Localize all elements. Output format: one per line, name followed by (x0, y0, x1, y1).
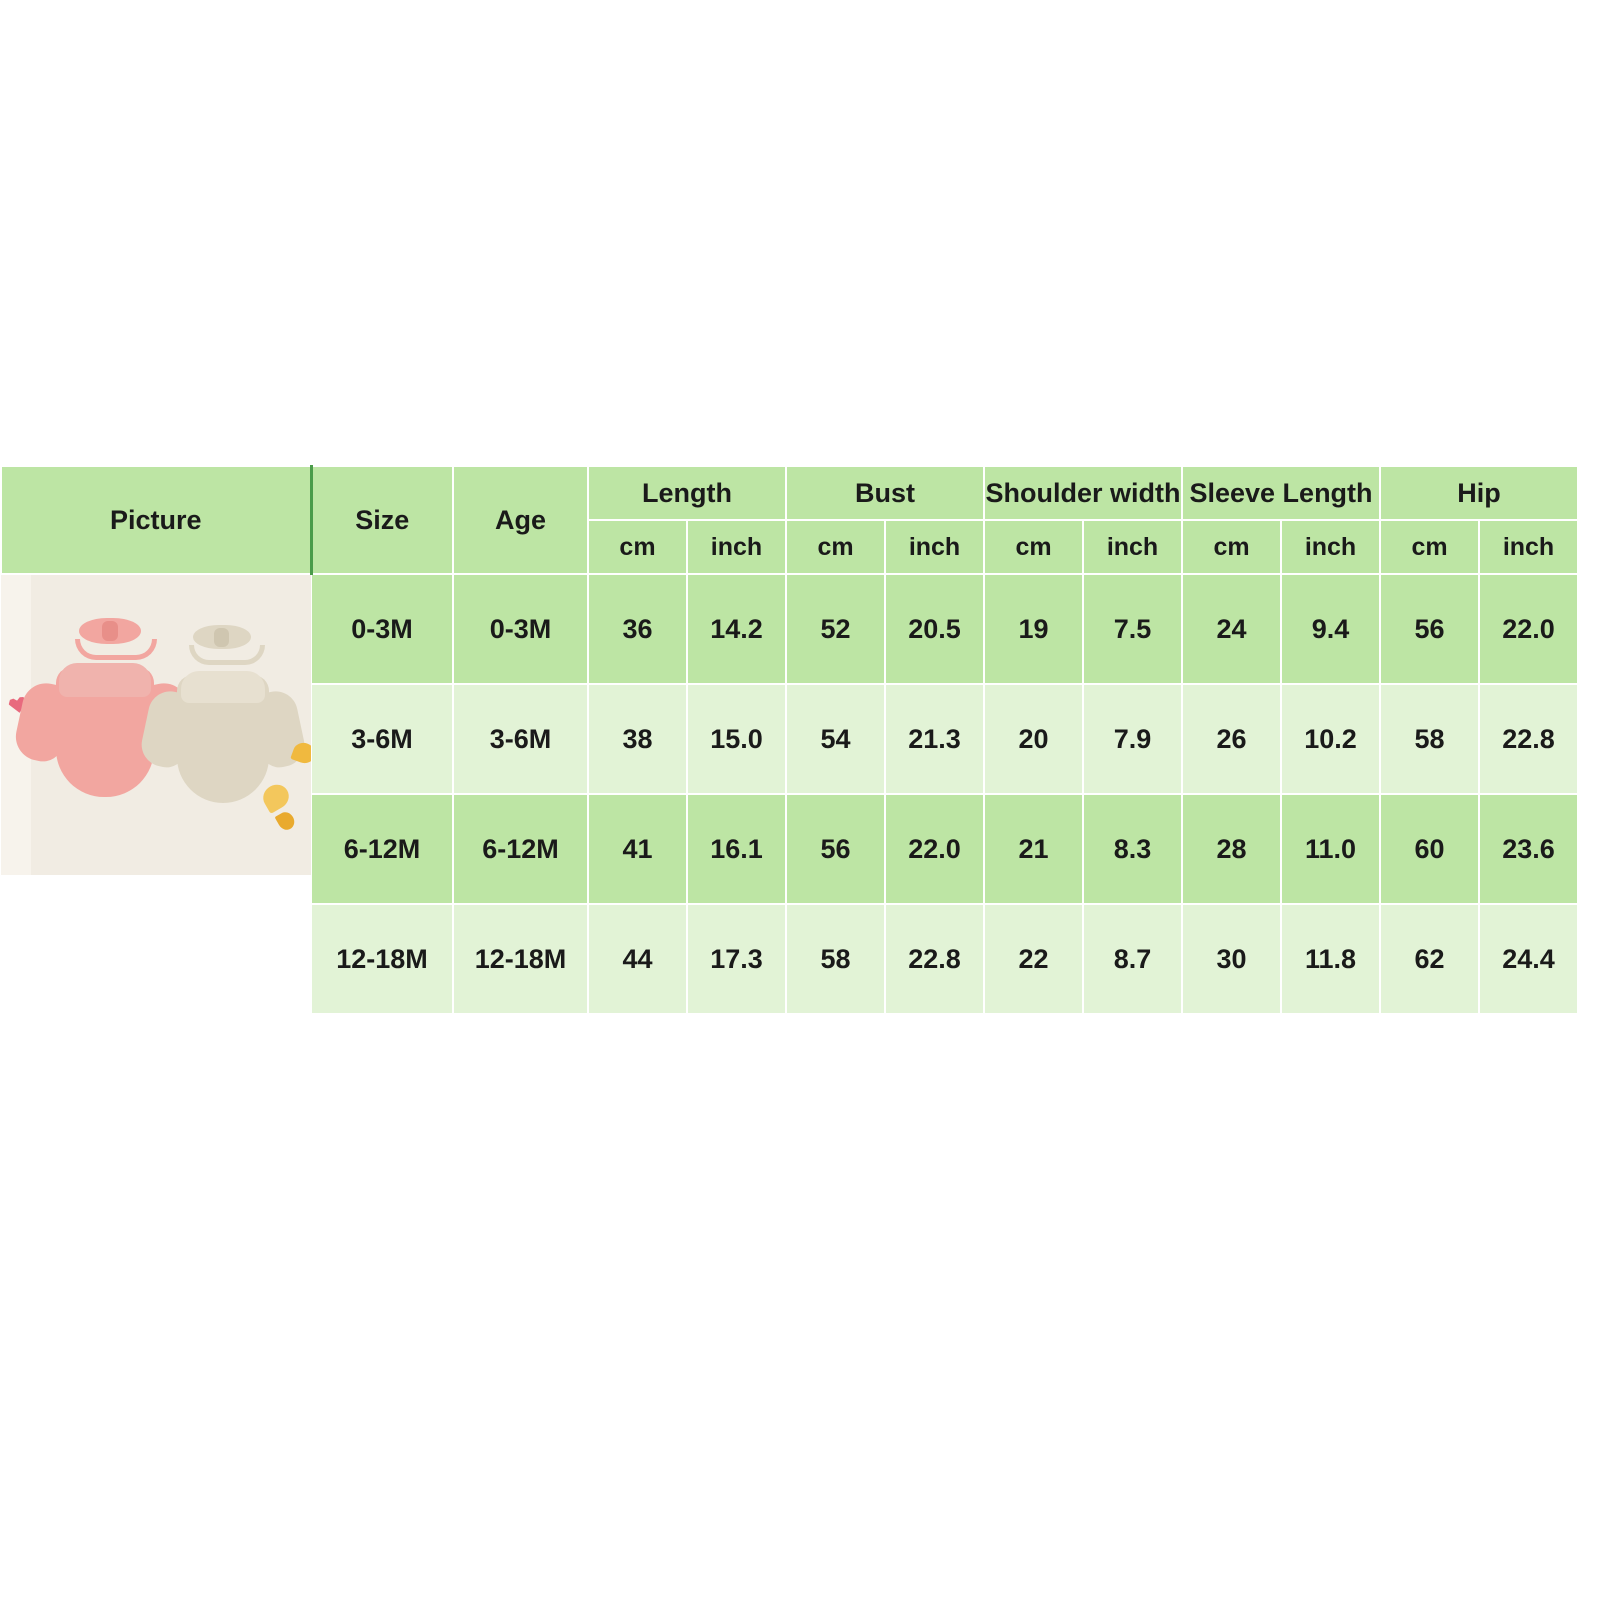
cell-hip-inch: 23.6 (1479, 794, 1578, 904)
cell-sleeve-cm: 28 (1182, 794, 1281, 904)
cell-bust-inch: 22.0 (885, 794, 984, 904)
cell-bust-cm: 56 (786, 794, 885, 904)
header-shoulder-width: Shoulder width (984, 466, 1182, 520)
pink-bow-knot (102, 621, 118, 641)
cell-bust-cm: 54 (786, 684, 885, 794)
cell-hip-cm: 56 (1380, 574, 1479, 684)
cell-length-inch: 16.1 (687, 794, 786, 904)
cell-bust-inch: 20.5 (885, 574, 984, 684)
size-chart (0, 465, 1568, 1015)
cell-bust-cm: 52 (786, 574, 885, 684)
cell-hip-inch: 22.0 (1479, 574, 1578, 684)
cell-length-inch: 14.2 (687, 574, 786, 684)
header-picture: Picture (1, 466, 311, 574)
cell-shoulder-inch: 7.5 (1083, 574, 1182, 684)
header-length-cm: cm (588, 520, 687, 574)
cell-bust-cm: 58 (786, 904, 885, 1014)
cell-shoulder-cm: 21 (984, 794, 1083, 904)
cell-sleeve-inch: 10.2 (1281, 684, 1380, 794)
beige-romper-yoke (181, 671, 265, 703)
cell-sleeve-inch: 11.8 (1281, 904, 1380, 1014)
cell-age: 12-18M (453, 904, 588, 1014)
cell-length-cm: 36 (588, 574, 687, 684)
cell-sleeve-cm: 26 (1182, 684, 1281, 794)
cell-size: 0-3M (311, 574, 453, 684)
product-photo (1, 575, 311, 875)
header-length-inch: inch (687, 520, 786, 574)
leaf-decoration-icon (275, 809, 298, 833)
cell-shoulder-inch: 8.3 (1083, 794, 1182, 904)
cell-sleeve-cm: 24 (1182, 574, 1281, 684)
cell-shoulder-cm: 19 (984, 574, 1083, 684)
header-bust-inch: inch (885, 520, 984, 574)
cell-bust-inch: 21.3 (885, 684, 984, 794)
cell-bust-inch: 22.8 (885, 904, 984, 1014)
cell-age: 6-12M (453, 794, 588, 904)
cell-length-cm: 44 (588, 904, 687, 1014)
header-bust: Bust (786, 466, 984, 520)
pink-romper-yoke (59, 663, 151, 697)
product-image-cell (1, 574, 311, 1014)
cell-hip-cm: 60 (1380, 794, 1479, 904)
leaf-decoration-icon (259, 780, 294, 814)
table-header-row-1 (1, 466, 1578, 520)
header-shoulder-cm: cm (984, 520, 1083, 574)
cell-shoulder-inch: 8.7 (1083, 904, 1182, 1014)
cell-sleeve-inch: 11.0 (1281, 794, 1380, 904)
size-chart-table (0, 465, 1579, 1015)
header-sleeve-cm: cm (1182, 520, 1281, 574)
header-hip-inch: inch (1479, 520, 1578, 574)
beige-bow-knot (214, 628, 229, 647)
cell-length-cm: 38 (588, 684, 687, 794)
header-hip-cm: cm (1380, 520, 1479, 574)
cell-size: 12-18M (311, 904, 453, 1014)
cell-shoulder-inch: 7.9 (1083, 684, 1182, 794)
header-sleeve-length: Sleeve Length (1182, 466, 1380, 520)
table-row (1, 574, 1578, 684)
cell-size: 6-12M (311, 794, 453, 904)
header-hip: Hip (1380, 466, 1578, 520)
cell-sleeve-cm: 30 (1182, 904, 1281, 1014)
cell-hip-inch: 24.4 (1479, 904, 1578, 1014)
header-sleeve-inch: inch (1281, 520, 1380, 574)
cell-hip-cm: 62 (1380, 904, 1479, 1014)
cell-size: 3-6M (311, 684, 453, 794)
cell-length-inch: 15.0 (687, 684, 786, 794)
header-bust-cm: cm (786, 520, 885, 574)
cell-hip-inch: 22.8 (1479, 684, 1578, 794)
cell-length-inch: 17.3 (687, 904, 786, 1014)
header-age: Age (453, 466, 588, 574)
cell-sleeve-inch: 9.4 (1281, 574, 1380, 684)
cell-length-cm: 41 (588, 794, 687, 904)
header-shoulder-inch: inch (1083, 520, 1182, 574)
cell-shoulder-cm: 22 (984, 904, 1083, 1014)
cell-shoulder-cm: 20 (984, 684, 1083, 794)
header-size: Size (311, 466, 453, 574)
cell-hip-cm: 58 (1380, 684, 1479, 794)
cell-age: 3-6M (453, 684, 588, 794)
header-length: Length (588, 466, 786, 520)
cell-age: 0-3M (453, 574, 588, 684)
